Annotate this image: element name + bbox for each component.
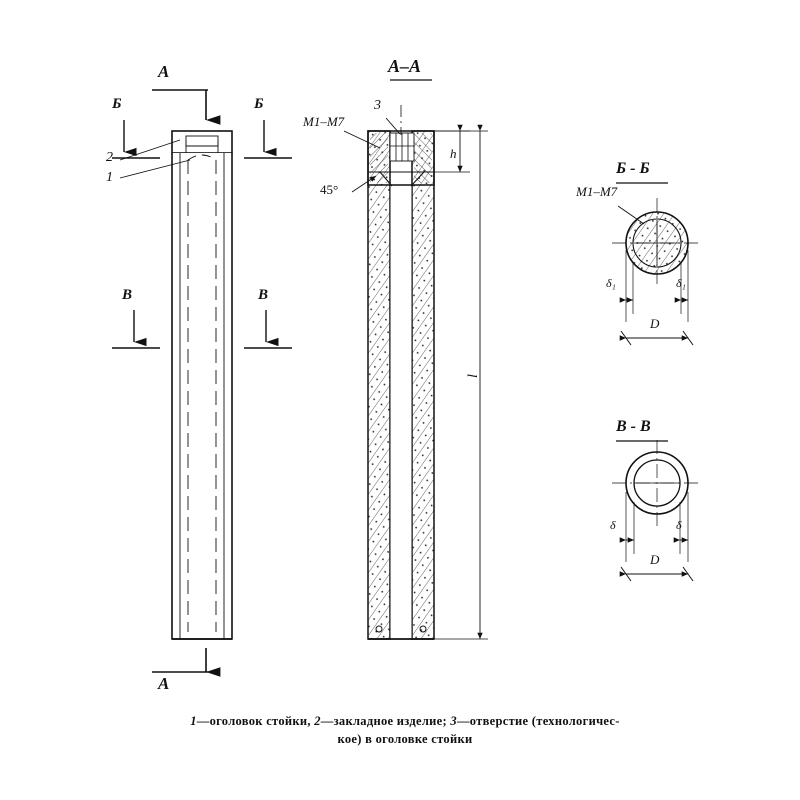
cut-mark-a-top: А [158,62,170,81]
caption-line-2: кое) в оголовке стойки [337,732,473,747]
dim-delta-left: δ [610,518,616,532]
cut-mark-v-left: В [122,287,133,303]
dim-delta-right: δ [676,518,682,532]
section-aa-view [344,80,488,639]
callout-1: 1 [106,170,113,185]
dim-l: l [466,374,481,378]
dim-d-vv: D [650,552,660,567]
cut-mark-a-bottom: А [158,674,170,693]
figure-caption [60,712,750,748]
section-bb-title: Б - Б [616,160,650,177]
callout-2: 2 [106,150,113,165]
angle-label: 45° [320,182,339,197]
embed-mark-label-bb: M1–M7 [576,184,618,199]
dim-delta1-left: δ₁ [606,276,616,290]
section-aa-title: А–А [388,56,422,76]
elevation-view [112,90,292,672]
section-vv-title: В - В [616,418,651,435]
caption-line-1: 1—оголовок стойки, 2—закладное изделие; 3—отверстие (технологичес- [190,714,620,728]
cut-mark-b-left: Б [112,96,122,112]
dim-delta1-right: δ₁ [676,276,686,290]
cut-mark-v-right: В [258,287,269,303]
dim-d-bb: D [650,316,660,331]
embed-mark-label-aa: M1–M7 [303,114,345,129]
dim-h: h [450,146,457,161]
cut-mark-b-right: Б [254,96,264,112]
callout-3: 3 [374,98,381,113]
